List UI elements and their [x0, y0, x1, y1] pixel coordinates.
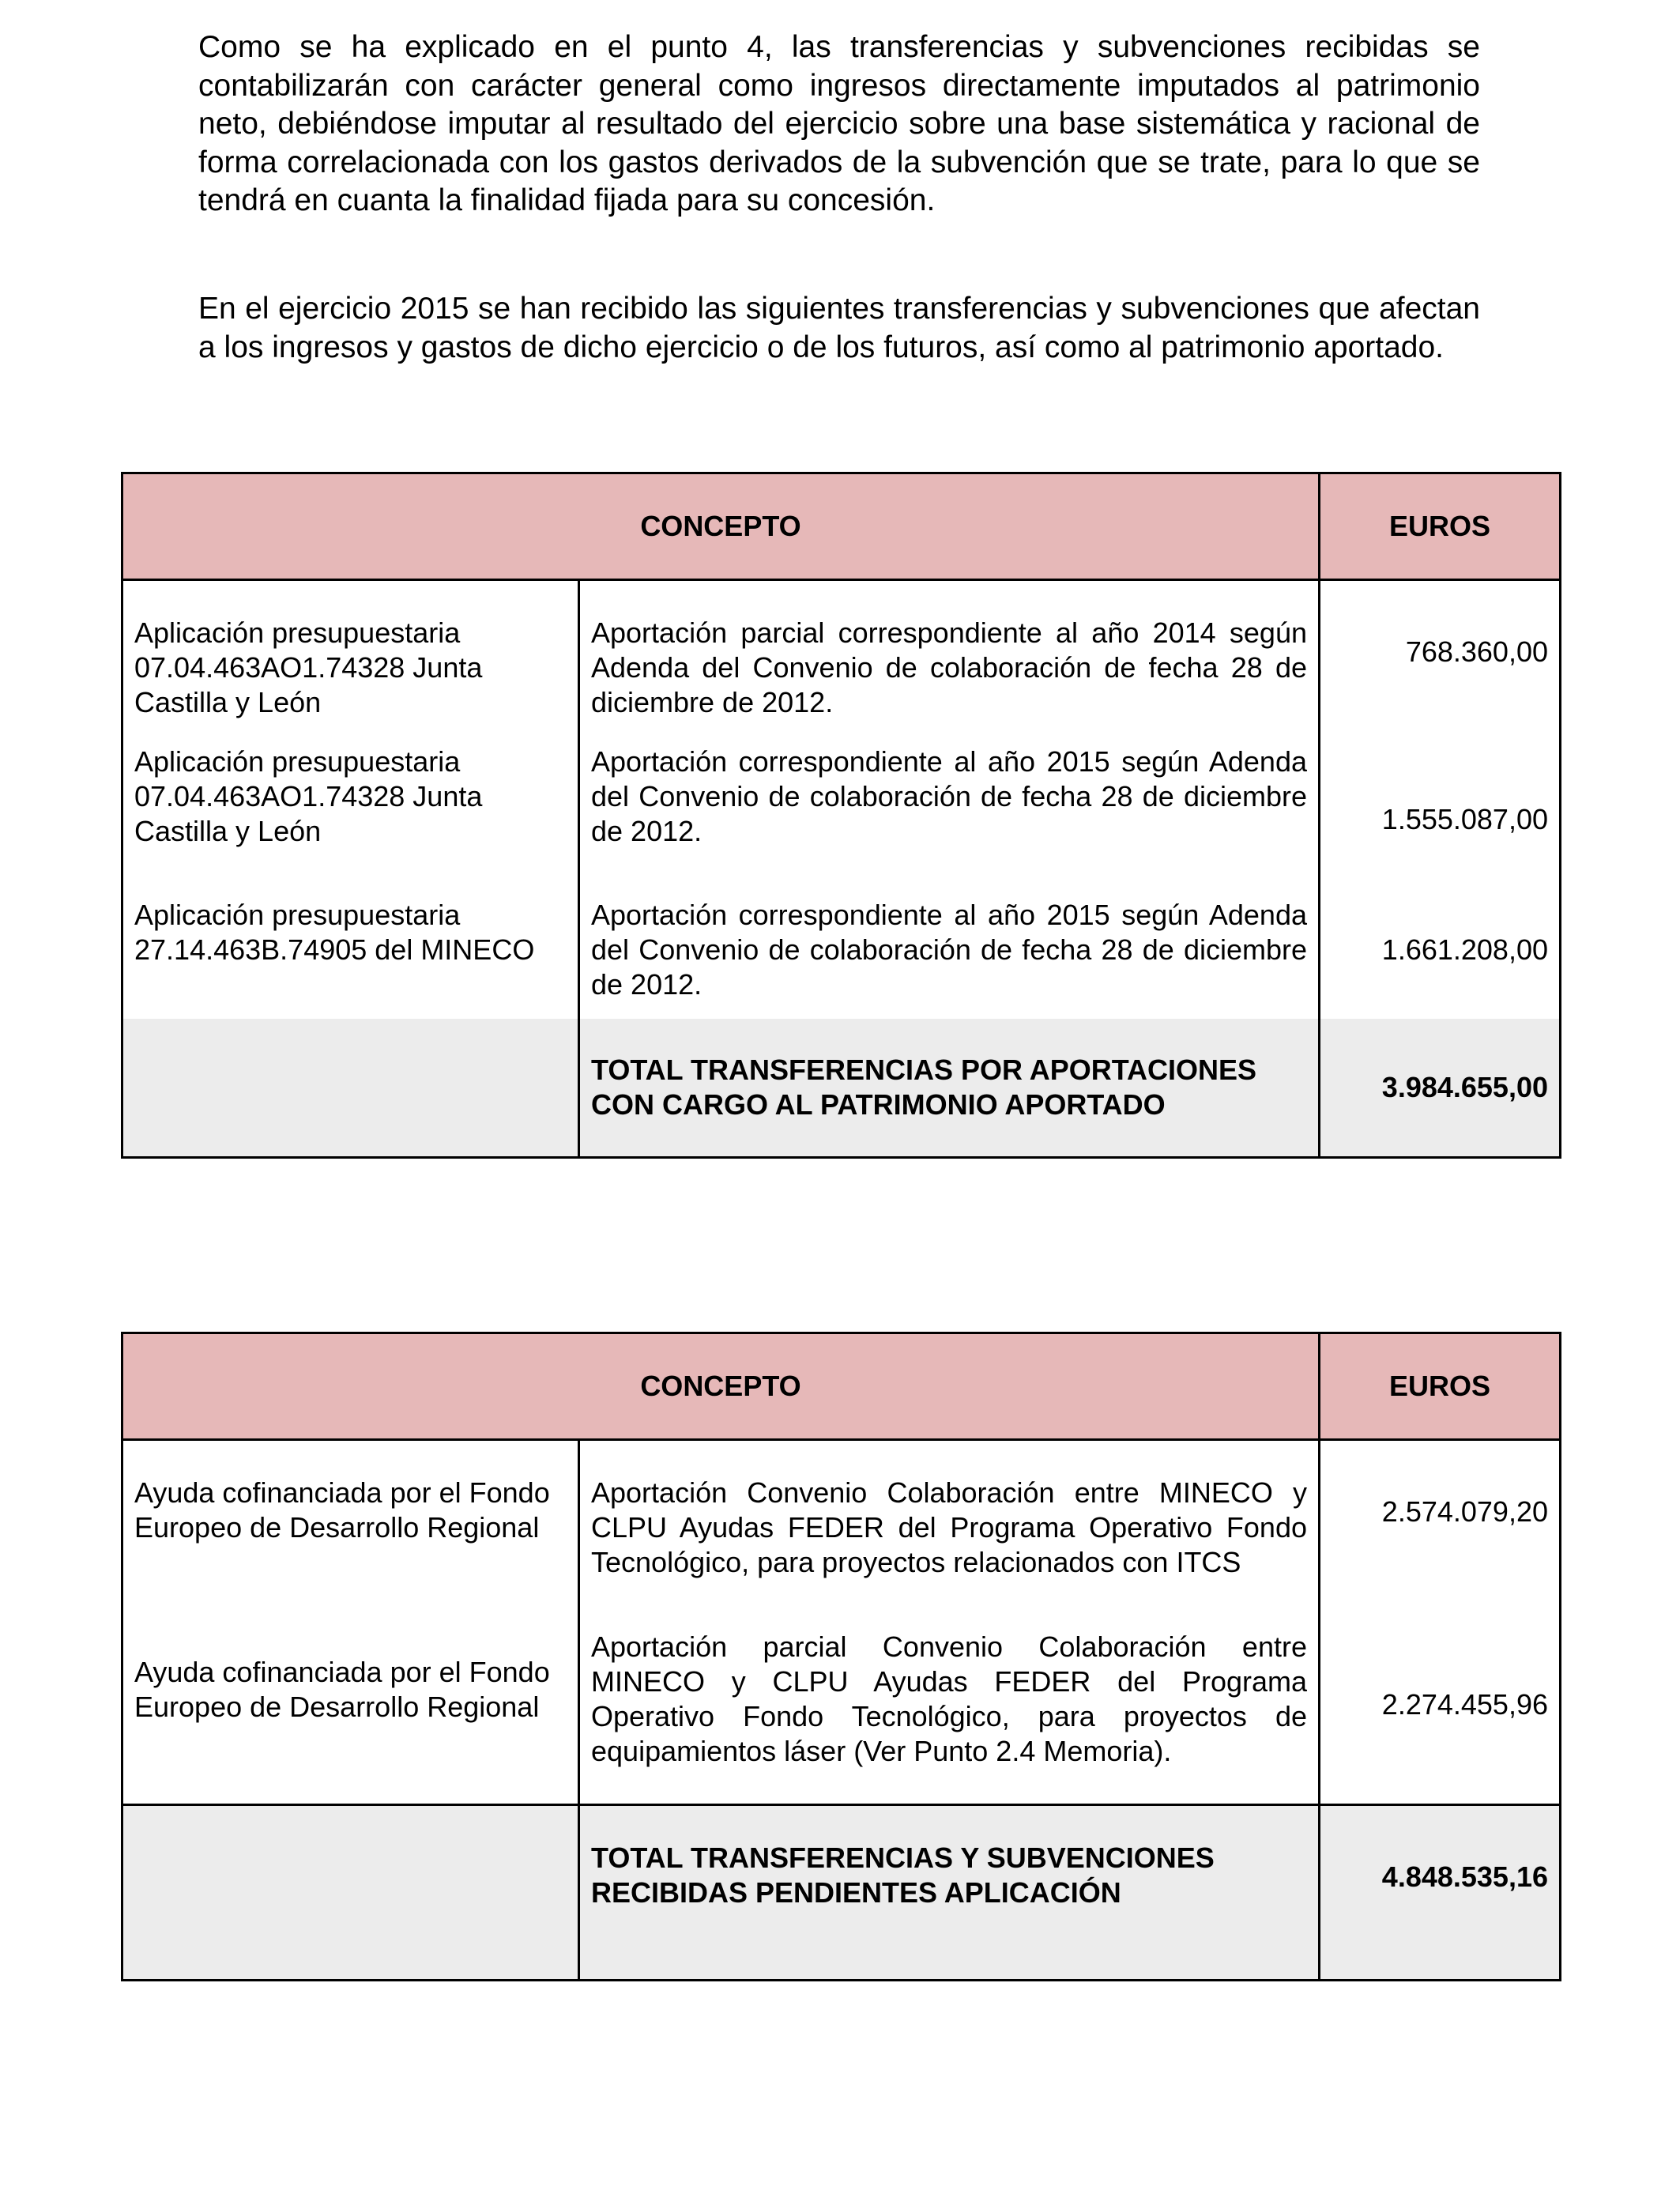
table-row	[122, 745, 1561, 898]
row-source: Ayuda cofinanciada por el Fondo Europeo de Desarrollo Regional	[122, 1440, 579, 1630]
total-amount: 3.984.655,00	[1320, 1019, 1561, 1158]
row-amount: 2.574.079,20	[1320, 1440, 1561, 1630]
total-row	[122, 1805, 1561, 1981]
row-source: Ayuda cofinanciada por el Fondo Europeo de Desarrollo Regional	[122, 1630, 579, 1805]
table-row	[122, 580, 1561, 745]
table-header-row	[122, 1333, 1561, 1440]
intro-paragraph: Como se ha explicado en el punto 4, las transferencias y subvenciones recibidas se contabilizarán con carácter general como ingresos directamente imputados al patrimonio neto, debiéndose imputar al resultado del ejercicio sobre una base sistemática y racional de forma correlacionada con los gastos derivados de la subvención que se trate, para lo que se tendrá en cuanta la finalidad fijada para su concesión.	[198, 30, 1480, 217]
row-source: Aplicación presupuestaria 07.04.463AO1.74328 Junta Castilla y León	[122, 580, 579, 745]
row-description: Aportación correspondiente al año 2015 según Adenda del Convenio de colaboración de fecha 28 de diciembre de 2012.	[579, 745, 1320, 898]
total-row	[122, 1019, 1561, 1158]
header-euros: EUROS	[1320, 473, 1561, 580]
row-amount: 2.274.455,96	[1320, 1630, 1561, 1805]
row-description: Aportación correspondiente al año 2015 según Adenda del Convenio de colaboración de fecha 28 de diciembre de 2012.	[579, 898, 1320, 1019]
table-row	[122, 898, 1561, 1019]
row-amount: 1.555.087,00	[1320, 745, 1561, 898]
row-amount: 768.360,00	[1320, 580, 1561, 745]
table-header-row	[122, 473, 1561, 580]
total-empty-cell	[122, 1019, 579, 1158]
total-amount: 4.848.535,16	[1320, 1805, 1561, 1981]
total-empty-cell	[122, 1805, 579, 1981]
row-amount: 1.661.208,00	[1320, 898, 1561, 1019]
summary-paragraph: En el ejercicio 2015 se han recibido las siguientes transferencias y subvenciones que afectan a los ingresos y gastos de dicho ejercicio o de los futuros, así como al patrimonio aportado.	[198, 292, 1480, 364]
header-concepto: CONCEPTO	[122, 1333, 1320, 1440]
patrimonio-transfers-table	[121, 472, 1561, 1159]
header-euros: EUROS	[1320, 1333, 1561, 1440]
row-description: Aportación parcial Convenio Colaboración entre MINECO y CLPU Ayudas FEDER del Programa Operativo Fondo Tecnológico, para proyectos de equipamientos láser (Ver Punto 2.4 Memoria).	[579, 1630, 1320, 1805]
total-label: TOTAL TRANSFERENCIAS Y SUBVENCIONES RECIBIDAS PENDIENTES APLICACIÓN	[579, 1805, 1320, 1981]
total-label: TOTAL TRANSFERENCIAS POR APORTACIONES CON CARGO AL PATRIMONIO APORTADO	[579, 1019, 1320, 1158]
table-row	[122, 1440, 1561, 1630]
row-description: Aportación parcial correspondiente al año 2014 según Adenda del Convenio de colaboración de fecha 28 de diciembre de 2012.	[579, 580, 1320, 745]
header-concepto: CONCEPTO	[122, 473, 1320, 580]
row-description: Aportación Convenio Colaboración entre MINECO y CLPU Ayudas FEDER del Programa Operativo Fondo Tecnológico, para proyectos relacionados con ITCS	[579, 1440, 1320, 1630]
table-row	[122, 1630, 1561, 1805]
row-source: Aplicación presupuestaria 07.04.463AO1.74328 Junta Castilla y León	[122, 745, 579, 898]
pending-subsidies-table	[121, 1332, 1561, 1981]
row-source: Aplicación presupuestaria 27.14.463B.74905 del MINECO	[122, 898, 579, 1019]
